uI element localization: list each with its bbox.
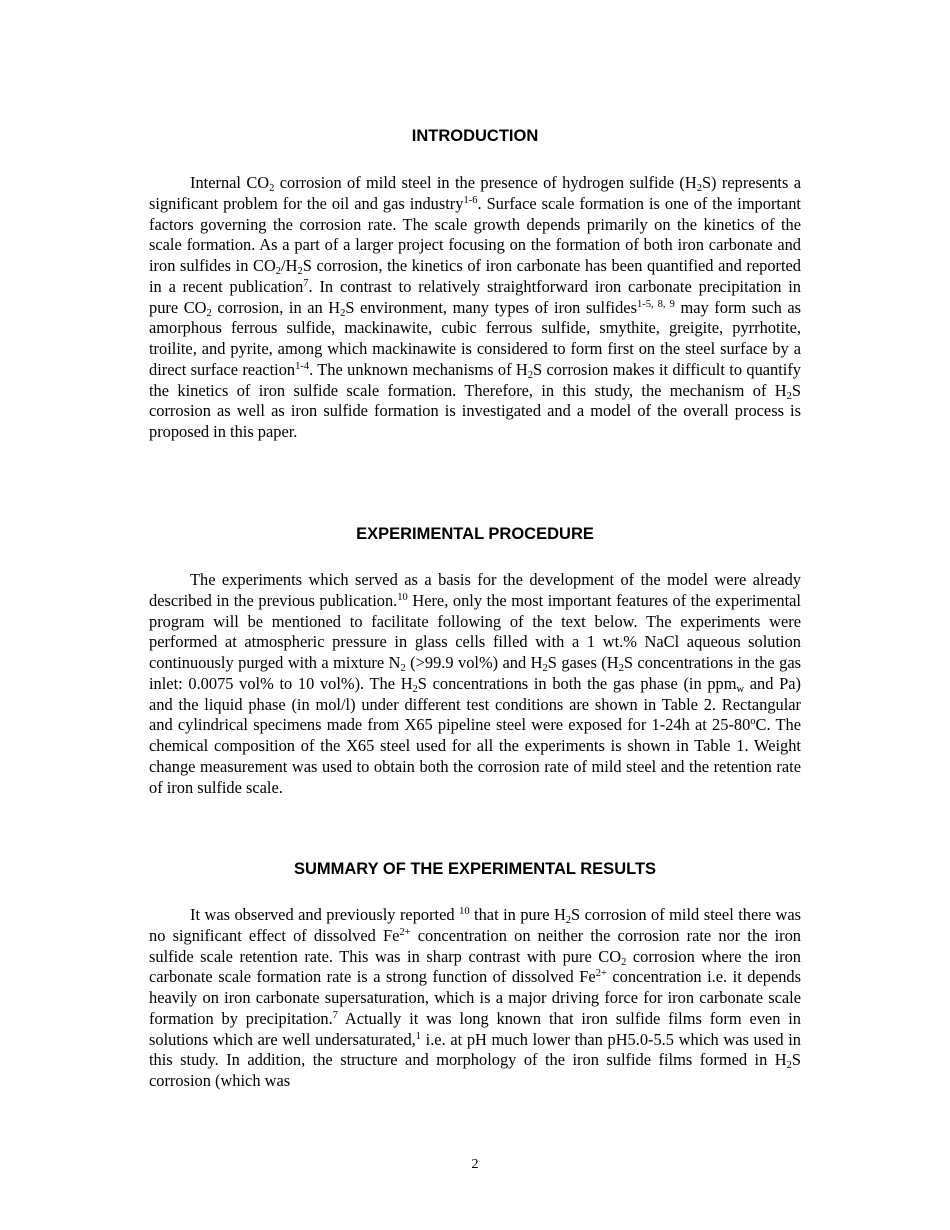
text-run: It was observed and previously reported — [190, 905, 460, 924]
text-run: S corrosion of mild steel there was no significant effect of dissolved Fe — [149, 905, 801, 945]
superscript: 10 — [459, 906, 470, 917]
text-run: S corrosion as well as iron sulfide formation is investigated and a model of the overall process is proposed in this paper. — [149, 380, 801, 441]
text-run: S gases (H — [547, 653, 619, 672]
text-run: S corrosion makes it difficult to quantify the kinetics of iron sulfide scale formation. Therefore, in this study, the mechanism of H — [149, 359, 802, 400]
text-run: S concentrations in both the gas phase (in ppm — [417, 673, 737, 693]
text-run: corrosion where the iron carbonate scale formation rate is a strong function of dissolved Fe — [149, 946, 801, 987]
text-run: S concentrations in the gas inlet: 0.0075 vol% to 10 vol%). The H — [149, 653, 802, 693]
subscript: 2 — [206, 307, 212, 319]
text-run: may form such as amorphous ferrous sulfide, mackinawite, cubic ferrous sulfide, smythite, greigite, pyrrhotite, troilite, and pyrite, among which mackinawite is considered to form first on the steel surface by a direct surface reaction — [149, 297, 802, 379]
subscript: 2 — [412, 683, 418, 695]
text-run: . In contrast to relatively straightforward iron carbonate precipitation in pure CO — [149, 276, 801, 317]
superscript: 1-6 — [463, 194, 478, 206]
summary-paragraph — [149, 905, 801, 1092]
text-run: concentration on neither the corrosion rate nor the iron sulfide scale retention rate. This was in sharp contrast with pure CO — [149, 925, 801, 966]
subscript: 2 — [400, 663, 406, 674]
summary-heading: SUMMARY OF THE EXPERIMENTAL RESULTS — [293, 860, 657, 878]
text-run: and Pa) and the liquid phase (in mol/l) under different test conditions are shown in Table 2. Rectangular and cylindrical specimens made from X65 pipeline steel were exposed for 1-24h at 25-80 — [149, 673, 801, 735]
text-run: . The unknown mechanisms of H — [309, 359, 528, 379]
subscript: 2 — [621, 956, 627, 968]
introduction-paragraph — [149, 173, 801, 443]
superscript: 1-5, 8, 9 — [636, 298, 675, 310]
subscript: 2 — [269, 183, 275, 194]
text-run: corrosion, in an H — [211, 297, 341, 317]
introduction-heading: INTRODUCTION — [411, 127, 539, 145]
subscript: 2 — [786, 1060, 792, 1072]
subscript: 2 — [297, 266, 303, 277]
subscript: 2 — [275, 266, 282, 277]
superscript: 2+ — [399, 926, 411, 938]
subscript: 2 — [340, 307, 346, 319]
experimental-procedure-heading: EXPERIMENTAL PROCEDURE — [356, 525, 594, 543]
text-run: corrosion of mild steel in the presence of hydrogen sulfide (H — [274, 173, 697, 192]
superscript: o — [750, 716, 756, 728]
superscript: 7 — [303, 277, 309, 289]
text-run: S corrosion (which was — [149, 1050, 801, 1090]
text-run: S environment, many types of iron sulfides — [345, 297, 637, 317]
text-run: concentration i.e. it depends heavily on iron carbonate supersaturation, which is a major driving force for iron carbonate scale formation by precipitation. — [149, 967, 801, 1028]
superscript: 10 — [397, 591, 408, 603]
subscript: 2 — [542, 663, 548, 674]
text-run: Internal CO — [190, 173, 270, 192]
text-run: that in pure H — [469, 905, 566, 924]
superscript: 2+ — [595, 968, 607, 980]
subscript: 2 — [527, 369, 533, 381]
subscript: 2 — [618, 663, 624, 674]
text-run: S) represents a significant problem for the oil and gas industry — [149, 173, 801, 213]
text-run: . Surface scale formation is one of the important factors governing the corrosion rate. The scale growth depends primarily on the kinetics of the scale formation. As a part of a larger project focusing on the formation of both iron carbonate and iron sulfides in CO — [149, 193, 801, 275]
experimental-procedure-paragraph — [149, 570, 801, 798]
text-run: Here, only the most important features of the experimental program will be mentioned to facilitate following of the text below. The experiments were performed at atmospheric pressure in glass cells filled with a 1 wt.% NaCl aqueous solution continuously purged with a mixture N — [149, 590, 801, 672]
subscript: w — [736, 683, 745, 695]
text-run: /H — [281, 256, 298, 275]
superscript: 7 — [332, 1009, 338, 1021]
text-run: S corrosion, the kinetics of iron carbonate has been quantified and reported in a recent publication — [149, 256, 801, 296]
subscript: 2 — [696, 183, 702, 194]
text-run: i.e. at pH much lower than pH5.0-5.5 which was used in this study. In addition, the structure and morphology of the iron sulfide films formed in H — [149, 1029, 801, 1070]
text-run: The experiments which served as a basis for the development of the model were already described in the previous publication. — [149, 570, 801, 610]
subscript: 2 — [786, 390, 792, 402]
superscript: 1 — [415, 1030, 421, 1042]
text-run: (>99.9 vol%) and H — [405, 653, 543, 672]
page-number: 2 — [471, 1157, 479, 1172]
subscript: 2 — [565, 915, 572, 926]
text-run: Actually it was long known that iron sulfide films form even in solutions which are well undersaturated, — [149, 1008, 801, 1049]
text-run: C. The chemical composition of the X65 steel used for all the experiments is shown in Table 1. Weight change measurement was used to obtain both the corrosion rate of mild steel and the retention rate of iron sulfide scale. — [149, 715, 801, 797]
superscript: 1-4 — [295, 360, 310, 372]
